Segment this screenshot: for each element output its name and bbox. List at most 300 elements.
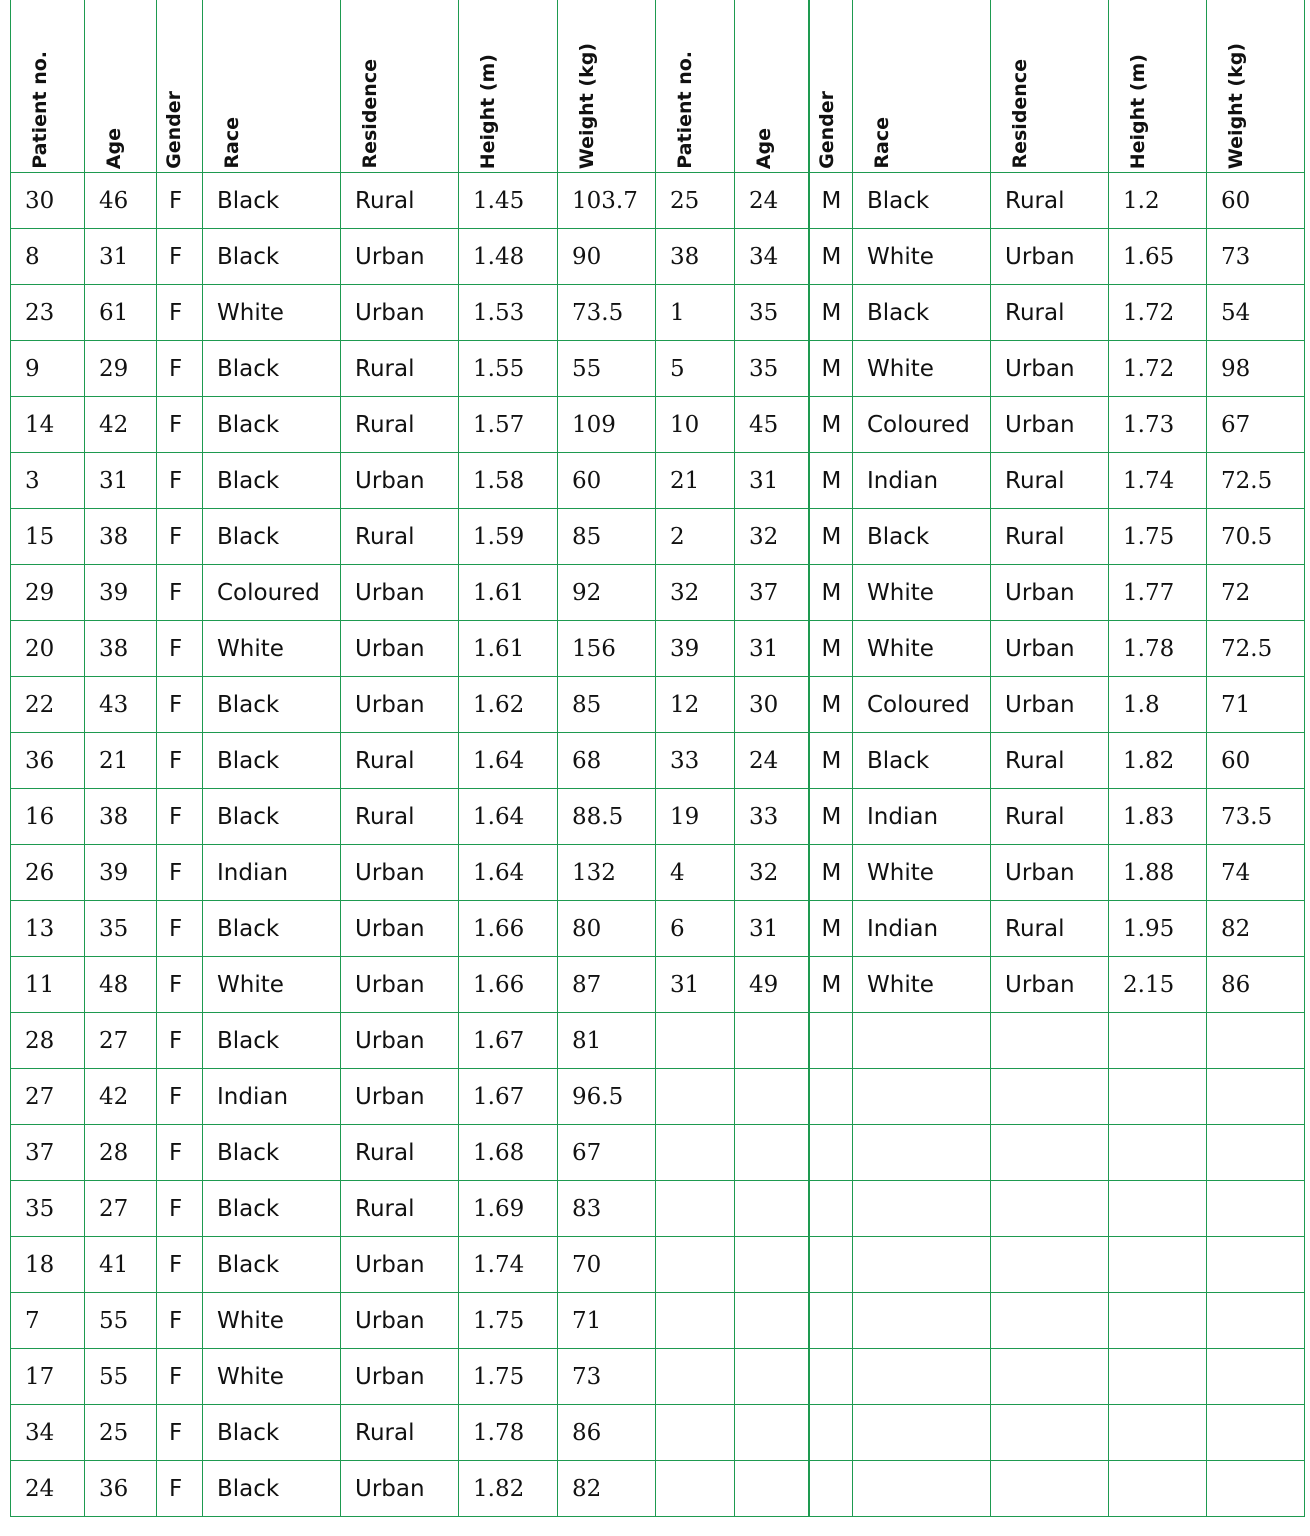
- table-cell: 24: [735, 733, 809, 789]
- table-cell: Urban: [341, 901, 459, 957]
- table-row: [11, 845, 1305, 901]
- table-cell: Rural: [991, 173, 1109, 229]
- table-cell: 1.72: [1109, 341, 1207, 397]
- table-cell: 38: [85, 789, 157, 845]
- table-cell: 27: [11, 1069, 85, 1125]
- table-cell: 71: [558, 1293, 656, 1349]
- column-header: [735, 0, 809, 173]
- table-cell: [656, 1181, 735, 1237]
- table-cell: Black: [203, 733, 341, 789]
- table-cell: Black: [203, 397, 341, 453]
- table-cell: White: [853, 229, 991, 285]
- column-header: [157, 0, 203, 173]
- table-cell: 68: [558, 733, 656, 789]
- table-cell: [656, 1013, 735, 1069]
- table-cell: [1207, 1013, 1305, 1069]
- table-cell: 39: [85, 565, 157, 621]
- table-cell: Black: [203, 1405, 341, 1461]
- table-cell: Urban: [991, 397, 1109, 453]
- table-cell: 34: [11, 1405, 85, 1461]
- table-cell: 48: [85, 957, 157, 1013]
- header-row: [11, 0, 1305, 173]
- table-cell: 5: [656, 341, 735, 397]
- table-cell: 1.65: [1109, 229, 1207, 285]
- table-cell: 24: [11, 1461, 85, 1517]
- table-cell: Urban: [341, 1069, 459, 1125]
- table-cell: 96.5: [558, 1069, 656, 1125]
- table-cell: [991, 1237, 1109, 1293]
- table-cell: [735, 1349, 809, 1405]
- table-cell: 42: [85, 397, 157, 453]
- table-cell: 86: [558, 1405, 656, 1461]
- table-cell: 43: [85, 677, 157, 733]
- table-row: [11, 173, 1305, 229]
- table-cell: 80: [558, 901, 656, 957]
- table-cell: 60: [1207, 733, 1305, 789]
- table-cell: [853, 1349, 991, 1405]
- table-cell: 34: [735, 229, 809, 285]
- table-cell: 1.59: [459, 509, 558, 565]
- table-cell: [853, 1181, 991, 1237]
- column-header: [341, 0, 459, 173]
- table-row: [11, 1293, 1305, 1349]
- table-row: [11, 1069, 1305, 1125]
- column-header-label: Weight (kg): [576, 42, 598, 169]
- table-cell: 29: [85, 341, 157, 397]
- table-cell: [735, 1293, 809, 1349]
- table-cell: Indian: [853, 789, 991, 845]
- table-cell: [809, 1125, 853, 1181]
- table-cell: F: [157, 1349, 203, 1405]
- table-cell: Rural: [341, 733, 459, 789]
- table-cell: Rural: [991, 733, 1109, 789]
- table-cell: Urban: [341, 565, 459, 621]
- table-cell: 2: [656, 509, 735, 565]
- table-cell: Urban: [991, 229, 1109, 285]
- table-row: [11, 621, 1305, 677]
- table-cell: Urban: [991, 565, 1109, 621]
- table-cell: [1207, 1237, 1305, 1293]
- table-cell: 60: [1207, 173, 1305, 229]
- table-cell: F: [157, 397, 203, 453]
- table-cell: 1.57: [459, 397, 558, 453]
- table-cell: Black: [203, 901, 341, 957]
- table-cell: 1.95: [1109, 901, 1207, 957]
- table-cell: [1109, 1237, 1207, 1293]
- table-cell: Rural: [991, 453, 1109, 509]
- table-cell: 82: [1207, 901, 1305, 957]
- table-row: [11, 957, 1305, 1013]
- table-cell: [735, 1125, 809, 1181]
- table-cell: [656, 1293, 735, 1349]
- table-cell: 31: [656, 957, 735, 1013]
- column-header-label: Gender: [815, 91, 838, 169]
- table-cell: [991, 1181, 1109, 1237]
- table-cell: [735, 1069, 809, 1125]
- table-row: [11, 1461, 1305, 1517]
- table-cell: 32: [735, 509, 809, 565]
- table-cell: F: [157, 1181, 203, 1237]
- table-cell: 1.75: [459, 1349, 558, 1405]
- table-cell: 9: [11, 341, 85, 397]
- table-cell: [809, 1069, 853, 1125]
- table-cell: 1.72: [1109, 285, 1207, 341]
- table-cell: Urban: [341, 285, 459, 341]
- table-cell: Rural: [341, 1181, 459, 1237]
- table-cell: 1.66: [459, 957, 558, 1013]
- table-row: [11, 1237, 1305, 1293]
- table-cell: 16: [11, 789, 85, 845]
- table-cell: [809, 1461, 853, 1517]
- table-cell: F: [157, 229, 203, 285]
- column-header-label: Race: [221, 117, 243, 169]
- table-cell: [853, 1125, 991, 1181]
- table-cell: F: [157, 173, 203, 229]
- table-cell: [1109, 1461, 1207, 1517]
- table-cell: [656, 1349, 735, 1405]
- column-header: [85, 0, 157, 173]
- table-cell: 72: [1207, 565, 1305, 621]
- table-cell: F: [157, 1461, 203, 1517]
- table-cell: [1109, 1405, 1207, 1461]
- table-cell: [656, 1069, 735, 1125]
- table-cell: 71: [1207, 677, 1305, 733]
- table-cell: 60: [558, 453, 656, 509]
- table-cell: F: [157, 453, 203, 509]
- column-header-label: Gender: [163, 91, 185, 169]
- table-cell: Black: [203, 1181, 341, 1237]
- table-cell: [1109, 1293, 1207, 1349]
- table-cell: F: [157, 1013, 203, 1069]
- table-cell: [735, 1181, 809, 1237]
- table-cell: 10: [656, 397, 735, 453]
- column-header-label: Age: [753, 127, 775, 169]
- table-cell: 41: [85, 1237, 157, 1293]
- table-cell: F: [157, 1125, 203, 1181]
- table-cell: 81: [558, 1013, 656, 1069]
- table-cell: 1.73: [1109, 397, 1207, 453]
- table-cell: Urban: [991, 845, 1109, 901]
- table-cell: F: [157, 1069, 203, 1125]
- table-cell: 37: [11, 1125, 85, 1181]
- table-cell: Rural: [341, 509, 459, 565]
- table-cell: 35: [735, 341, 809, 397]
- table-cell: 31: [85, 229, 157, 285]
- table-cell: [809, 1013, 853, 1069]
- table-cell: [656, 1237, 735, 1293]
- column-header-label: Age: [103, 127, 125, 169]
- table-cell: 1.67: [459, 1013, 558, 1069]
- table-cell: Black: [203, 229, 341, 285]
- table-cell: 1.67: [459, 1069, 558, 1125]
- table-cell: Coloured: [853, 397, 991, 453]
- table-cell: F: [157, 957, 203, 1013]
- table-cell: 8: [11, 229, 85, 285]
- table-cell: 13: [11, 901, 85, 957]
- table-cell: Urban: [341, 621, 459, 677]
- table-cell: F: [157, 677, 203, 733]
- table-cell: 1.55: [459, 341, 558, 397]
- table-cell: F: [157, 845, 203, 901]
- table-cell: White: [203, 957, 341, 1013]
- table-cell: [809, 1181, 853, 1237]
- table-cell: 30: [735, 677, 809, 733]
- table-cell: 21: [85, 733, 157, 789]
- table-cell: 109: [558, 397, 656, 453]
- table-cell: Black: [853, 509, 991, 565]
- table-cell: [1207, 1461, 1305, 1517]
- table-cell: F: [157, 509, 203, 565]
- table-cell: Urban: [991, 621, 1109, 677]
- table-cell: 49: [735, 957, 809, 1013]
- table-cell: [1109, 1125, 1207, 1181]
- column-header: [11, 0, 85, 173]
- table-cell: [1207, 1069, 1305, 1125]
- table-cell: 42: [85, 1069, 157, 1125]
- table-cell: 1.64: [459, 733, 558, 789]
- table-cell: [656, 1461, 735, 1517]
- table-row: [11, 789, 1305, 845]
- table-cell: 3: [11, 453, 85, 509]
- table-cell: 38: [656, 229, 735, 285]
- table-cell: 17: [11, 1349, 85, 1405]
- table-cell: 21: [656, 453, 735, 509]
- column-header-label: Height (m): [477, 53, 499, 169]
- table-cell: Indian: [203, 1069, 341, 1125]
- table-cell: 14: [11, 397, 85, 453]
- table-cell: Urban: [341, 1461, 459, 1517]
- table-cell: 35: [735, 285, 809, 341]
- table-cell: M: [809, 621, 853, 677]
- table-cell: M: [809, 229, 853, 285]
- table-cell: 1.74: [459, 1237, 558, 1293]
- table-cell: 1.48: [459, 229, 558, 285]
- table-cell: 39: [85, 845, 157, 901]
- table-row: [11, 901, 1305, 957]
- table-cell: 103.7: [558, 173, 656, 229]
- table-cell: 73.5: [1207, 789, 1305, 845]
- table-cell: 27: [85, 1181, 157, 1237]
- table-cell: Urban: [341, 1349, 459, 1405]
- table-cell: M: [809, 173, 853, 229]
- table-cell: F: [157, 565, 203, 621]
- column-header: [1207, 0, 1305, 173]
- table-cell: 15: [11, 509, 85, 565]
- table-cell: 72.5: [1207, 621, 1305, 677]
- table-cell: Indian: [203, 845, 341, 901]
- table-cell: [991, 1069, 1109, 1125]
- table-cell: 7: [11, 1293, 85, 1349]
- table-cell: F: [157, 789, 203, 845]
- table-cell: Rural: [341, 341, 459, 397]
- table-cell: 73: [558, 1349, 656, 1405]
- table-cell: [853, 1461, 991, 1517]
- table-cell: [1207, 1293, 1305, 1349]
- table-cell: Rural: [341, 1125, 459, 1181]
- table-cell: 55: [558, 341, 656, 397]
- table-cell: 11: [11, 957, 85, 1013]
- table-cell: 1.82: [459, 1461, 558, 1517]
- table-cell: 67: [1207, 397, 1305, 453]
- table-cell: 55: [85, 1293, 157, 1349]
- table-cell: Urban: [991, 341, 1109, 397]
- table-row: [11, 509, 1305, 565]
- table-cell: Urban: [341, 845, 459, 901]
- table-cell: 73.5: [558, 285, 656, 341]
- table-cell: F: [157, 1237, 203, 1293]
- table-cell: 1.68: [459, 1125, 558, 1181]
- table-cell: 31: [735, 901, 809, 957]
- table-cell: [853, 1013, 991, 1069]
- table-cell: F: [157, 901, 203, 957]
- table-cell: M: [809, 845, 853, 901]
- table-cell: 37: [735, 565, 809, 621]
- table-cell: [853, 1069, 991, 1125]
- table-cell: 1.74: [1109, 453, 1207, 509]
- table-cell: Rural: [991, 285, 1109, 341]
- table-cell: White: [203, 285, 341, 341]
- table-cell: M: [809, 285, 853, 341]
- table-cell: 30: [11, 173, 85, 229]
- table-cell: Urban: [341, 1237, 459, 1293]
- table-cell: 38: [85, 621, 157, 677]
- table-cell: Black: [203, 1461, 341, 1517]
- table-cell: [991, 1125, 1109, 1181]
- table-row: [11, 733, 1305, 789]
- table-cell: Urban: [341, 957, 459, 1013]
- column-header-label: Residence: [1009, 59, 1031, 169]
- column-header: [459, 0, 558, 173]
- table-cell: 1.8: [1109, 677, 1207, 733]
- table-row: [11, 341, 1305, 397]
- table-cell: M: [809, 733, 853, 789]
- table-cell: 26: [11, 845, 85, 901]
- table-cell: M: [809, 789, 853, 845]
- table-cell: Black: [203, 1013, 341, 1069]
- table-cell: [853, 1237, 991, 1293]
- table-cell: 28: [85, 1125, 157, 1181]
- table-cell: 25: [656, 173, 735, 229]
- table-cell: Black: [203, 341, 341, 397]
- table-cell: [991, 1349, 1109, 1405]
- table-cell: White: [853, 845, 991, 901]
- table-cell: [991, 1293, 1109, 1349]
- table-row: [11, 229, 1305, 285]
- table-cell: Indian: [853, 453, 991, 509]
- patients-table: [10, 0, 1305, 1517]
- table-row: [11, 453, 1305, 509]
- table-cell: 1.82: [1109, 733, 1207, 789]
- table-cell: 12: [656, 677, 735, 733]
- table-cell: Rural: [341, 173, 459, 229]
- table-cell: F: [157, 621, 203, 677]
- table-cell: Rural: [991, 901, 1109, 957]
- column-header: [853, 0, 991, 173]
- column-header: [656, 0, 735, 173]
- table-cell: [809, 1293, 853, 1349]
- table-cell: Urban: [341, 1013, 459, 1069]
- table-cell: 45: [735, 397, 809, 453]
- table-cell: Rural: [991, 789, 1109, 845]
- table-cell: M: [809, 901, 853, 957]
- table-cell: 35: [85, 901, 157, 957]
- table-cell: Rural: [341, 1405, 459, 1461]
- column-header: [203, 0, 341, 173]
- table-cell: F: [157, 341, 203, 397]
- table-cell: 1.53: [459, 285, 558, 341]
- table-cell: 1.62: [459, 677, 558, 733]
- table-cell: 98: [1207, 341, 1305, 397]
- table-cell: [656, 1405, 735, 1461]
- table-cell: White: [203, 621, 341, 677]
- table-cell: 85: [558, 677, 656, 733]
- table-cell: 73: [1207, 229, 1305, 285]
- table-cell: [735, 1461, 809, 1517]
- table-cell: F: [157, 1405, 203, 1461]
- table-cell: [1109, 1069, 1207, 1125]
- table-cell: Urban: [991, 677, 1109, 733]
- table-cell: White: [853, 565, 991, 621]
- table-cell: 1.58: [459, 453, 558, 509]
- table-cell: 87: [558, 957, 656, 1013]
- table-cell: Black: [853, 733, 991, 789]
- table-cell: 90: [558, 229, 656, 285]
- column-header: [558, 0, 656, 173]
- table-cell: 38: [85, 509, 157, 565]
- table-cell: 74: [1207, 845, 1305, 901]
- table-cell: M: [809, 453, 853, 509]
- table-cell: Black: [203, 173, 341, 229]
- table-cell: Urban: [341, 453, 459, 509]
- table-cell: 19: [656, 789, 735, 845]
- table-cell: Black: [203, 789, 341, 845]
- table-cell: Rural: [991, 509, 1109, 565]
- table-cell: M: [809, 957, 853, 1013]
- table-cell: [1207, 1181, 1305, 1237]
- table-cell: [1207, 1405, 1305, 1461]
- column-header-label: Residence: [359, 59, 381, 169]
- table-cell: Urban: [341, 1293, 459, 1349]
- table-cell: [1207, 1125, 1305, 1181]
- table-cell: Black: [853, 285, 991, 341]
- table-cell: [1109, 1181, 1207, 1237]
- table-cell: 28: [11, 1013, 85, 1069]
- table-cell: 39: [656, 621, 735, 677]
- table-cell: [991, 1405, 1109, 1461]
- table-cell: Urban: [341, 677, 459, 733]
- table-cell: M: [809, 509, 853, 565]
- table-cell: 1.75: [1109, 509, 1207, 565]
- table-cell: 32: [656, 565, 735, 621]
- table-row: [11, 1349, 1305, 1405]
- table-cell: [735, 1405, 809, 1461]
- table-cell: 18: [11, 1237, 85, 1293]
- table-cell: 1.83: [1109, 789, 1207, 845]
- table-cell: 67: [558, 1125, 656, 1181]
- table-cell: Black: [203, 677, 341, 733]
- column-header-label: Patient no.: [674, 51, 696, 169]
- table-cell: 33: [656, 733, 735, 789]
- table-cell: 70.5: [1207, 509, 1305, 565]
- table-cell: [853, 1293, 991, 1349]
- table-cell: Coloured: [853, 677, 991, 733]
- table-row: [11, 1013, 1305, 1069]
- table-cell: 54: [1207, 285, 1305, 341]
- table-cell: 29: [11, 565, 85, 621]
- table-cell: 1: [656, 285, 735, 341]
- table-cell: Urban: [991, 957, 1109, 1013]
- table-cell: Rural: [341, 397, 459, 453]
